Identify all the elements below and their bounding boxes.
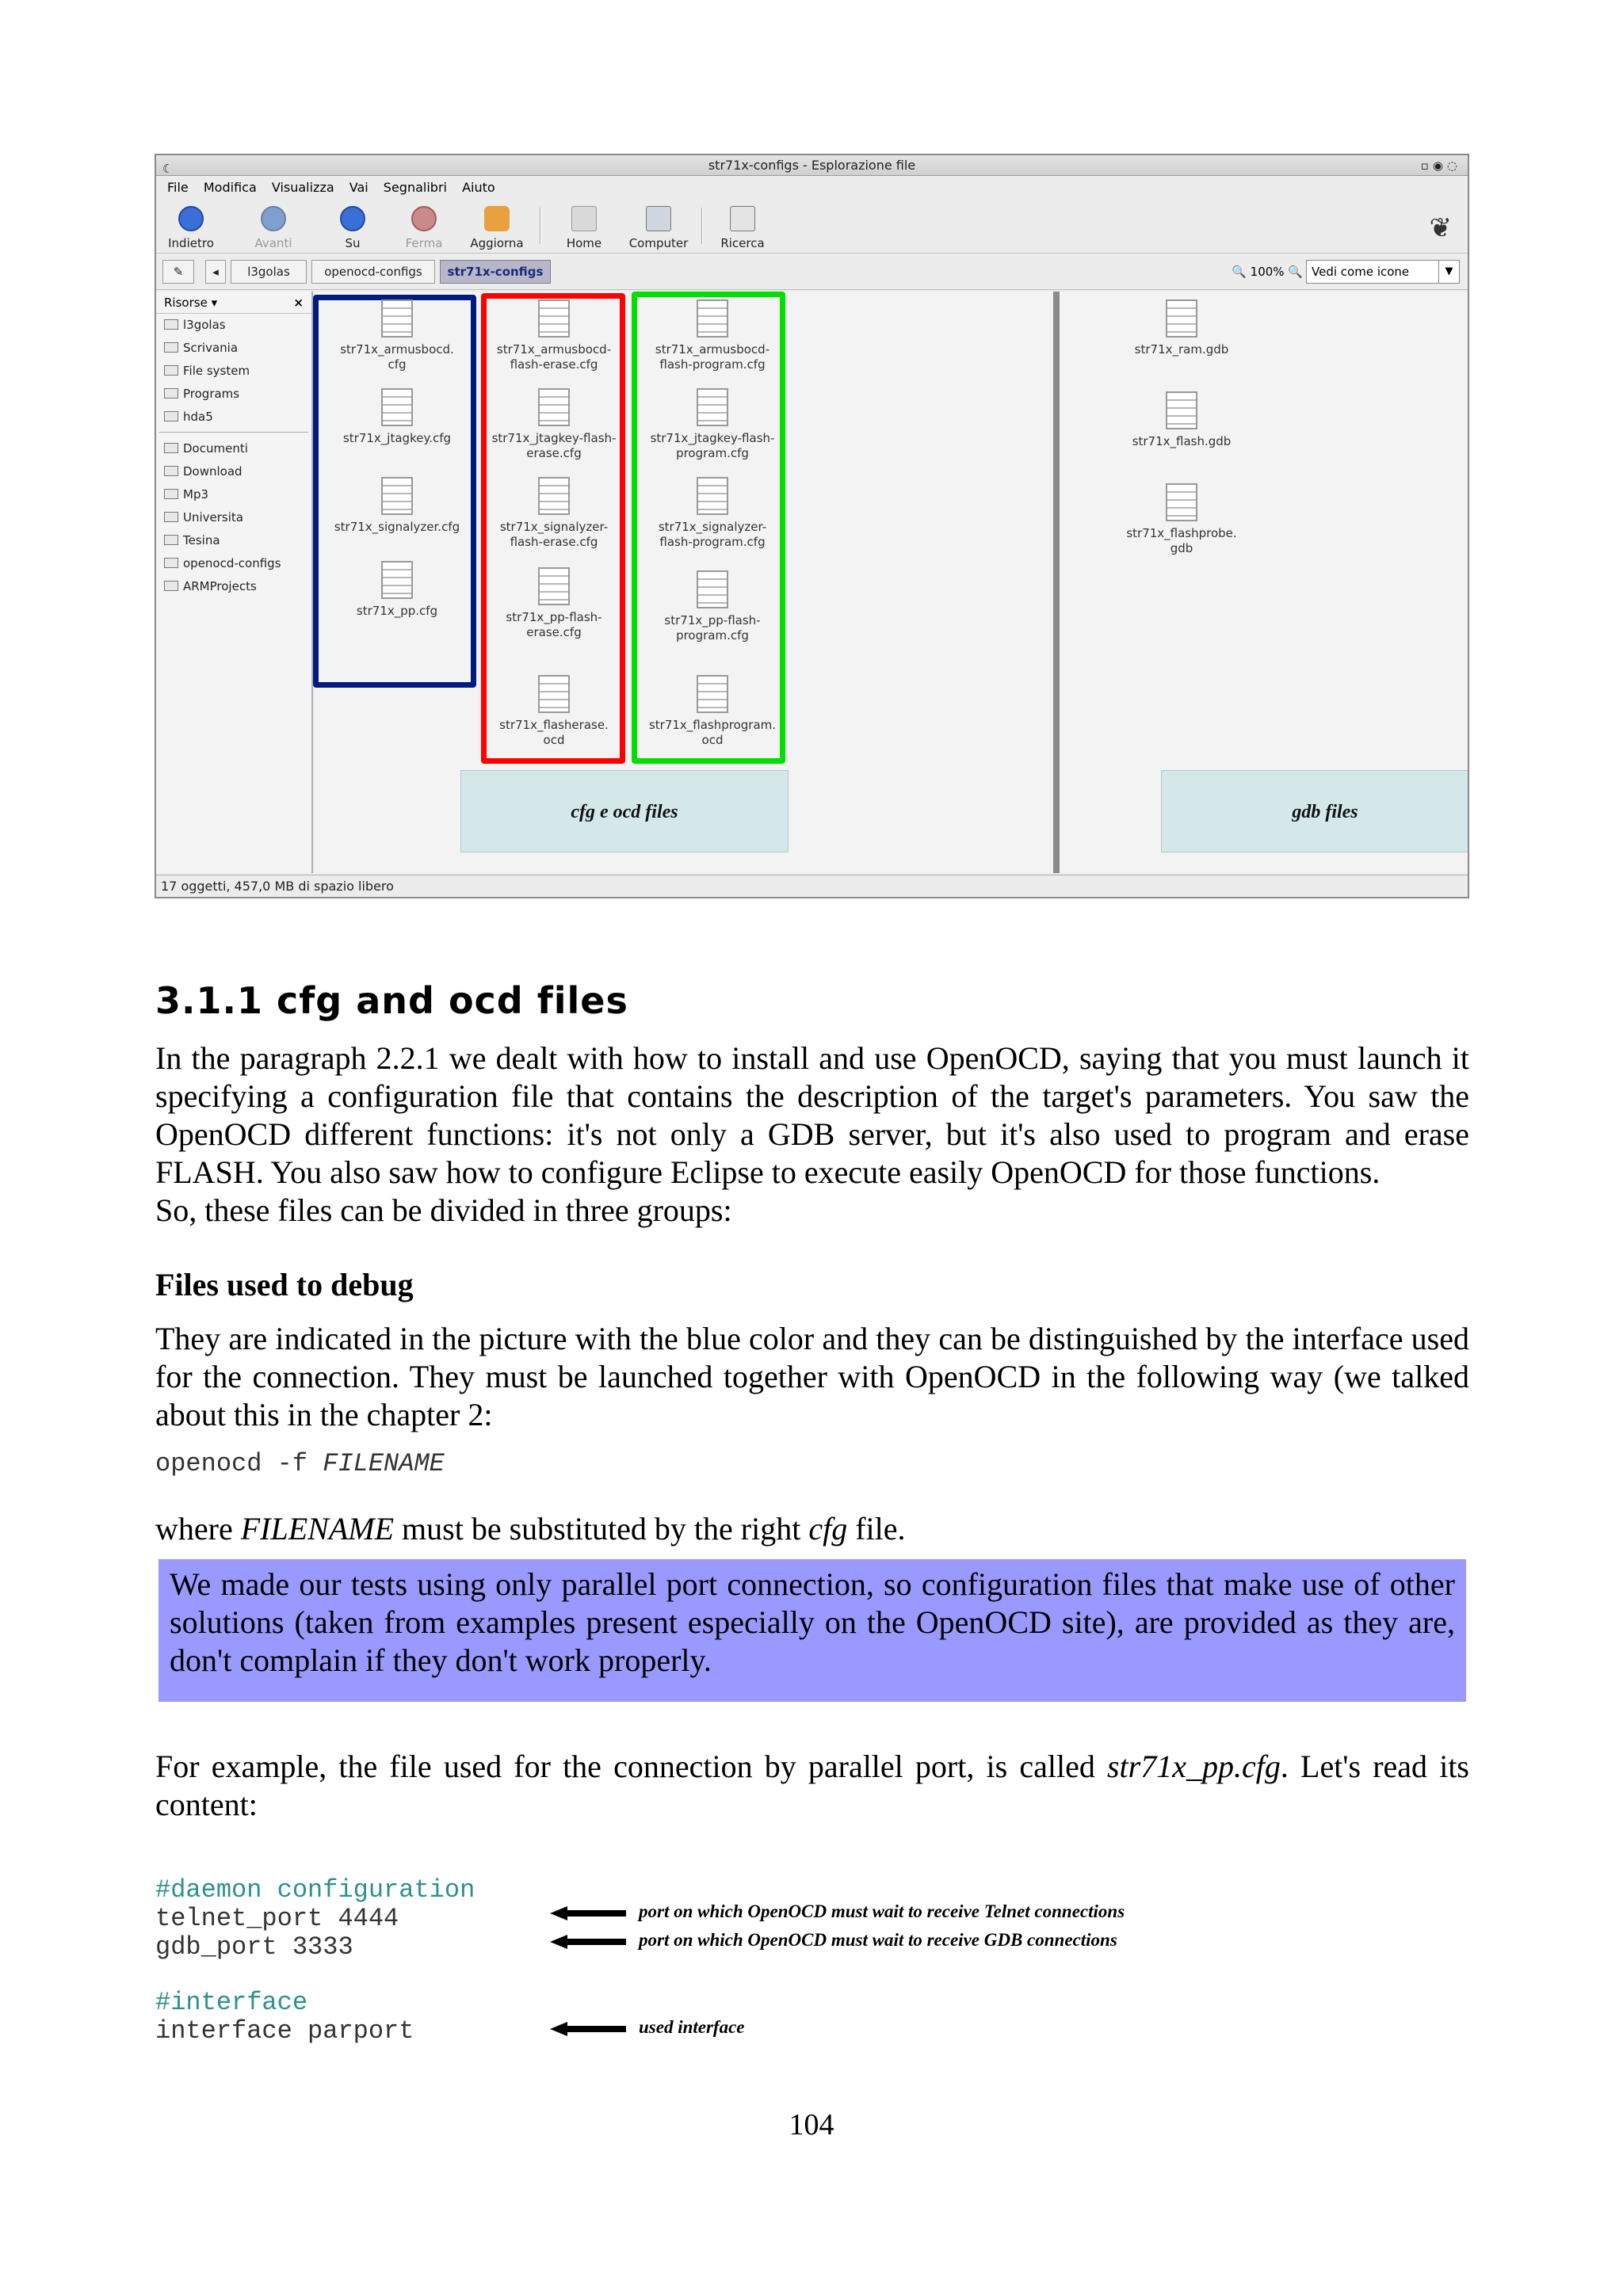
sidebar-item-label: Programs: [183, 387, 240, 401]
up-button[interactable]: Su: [321, 203, 384, 250]
folder-icon: [164, 512, 178, 522]
file-item[interactable]: [318, 388, 476, 446]
view-mode-select[interactable]: Vedi come icone ▼: [1306, 260, 1460, 284]
stop-button[interactable]: Ferma: [392, 203, 456, 250]
code-interface: interface parport: [155, 2016, 414, 2046]
file-item[interactable]: [1102, 483, 1261, 556]
window-controls[interactable]: ▫◉◌: [1420, 158, 1461, 173]
file-name: str71x_flash.gdb: [1132, 434, 1232, 448]
path-segment-l3golas[interactable]: l3golas: [231, 260, 307, 284]
sidebar-item[interactable]: [156, 460, 311, 483]
sidebar-item-label: Scrivania: [183, 341, 239, 355]
folder-icon: [164, 489, 178, 499]
file-name: str71x_pp-flash- program.cfg: [664, 613, 761, 643]
file-name: str71x_flashprogram. ocd: [648, 718, 777, 747]
chevron-down-icon: ▼: [1438, 261, 1459, 283]
folder-icon: [164, 319, 178, 330]
sidebar-item[interactable]: [156, 529, 311, 552]
file-name: str71x_pp-flash- erase.cfg: [506, 610, 602, 639]
path-segment-openocd-configs[interactable]: openocd-configs: [311, 260, 435, 284]
arrow-left-icon: [550, 2022, 626, 2036]
file-item[interactable]: [318, 299, 476, 372]
file-icon: [1166, 391, 1197, 429]
status-bar: 17 oggetti, 457,0 MB di spazio libero: [156, 875, 1468, 898]
file-name: str71x_jtagkey-flash- erase.cfg: [491, 431, 617, 460]
folder-icon: [164, 535, 178, 545]
menu-segnalibri[interactable]: Segnalibri: [383, 180, 447, 195]
menu-visualizza[interactable]: Visualizza: [271, 180, 334, 195]
file-icon: [381, 299, 413, 338]
sidebar-divider: [159, 432, 308, 434]
file-name: str71x_flashprobe. gdb: [1126, 526, 1237, 555]
section-heading: 3.1.1 cfg and ocd files: [155, 979, 628, 1022]
column-separator: [1053, 292, 1060, 873]
file-icon: [538, 299, 570, 338]
sidebar-item-label: Download: [183, 464, 242, 479]
reload-icon: [484, 206, 510, 231]
file-icon: [381, 477, 413, 515]
sidebar-item[interactable]: [156, 406, 311, 429]
sidebar-item[interactable]: [156, 506, 311, 529]
zoom-level: 100%: [1250, 265, 1285, 279]
sidebar-item[interactable]: [156, 383, 311, 406]
paragraph-debug: They are indicated in the picture with the blue color and they can be distinguished by the interface used for the connection. They must be launched together with OpenOCD in the following way (we talked about this in the chapter 2:: [155, 1321, 1469, 1432]
up-arrow-icon: [340, 206, 365, 231]
folder-icon: [164, 466, 178, 476]
sidebar-item[interactable]: [156, 483, 311, 506]
file-item[interactable]: [475, 299, 633, 372]
code-comment-daemon: #daemon configuration: [155, 1875, 475, 1905]
sidebar-item-label: l3golas: [183, 318, 226, 332]
paragraph-groups: So, these files can be divided in three groups:: [155, 1192, 732, 1228]
menu-vai[interactable]: Vai: [349, 180, 369, 195]
file-item[interactable]: [1102, 299, 1261, 357]
arrow-left-icon: [550, 1906, 626, 1920]
file-item[interactable]: [318, 477, 476, 535]
folder-icon: [164, 558, 178, 568]
file-item[interactable]: [633, 477, 792, 550]
file-manager-screenshot: [155, 154, 1469, 898]
forward-arrow-icon: [261, 206, 286, 231]
folder-icon: [164, 388, 178, 399]
sidebar: [156, 292, 313, 873]
file-name: str71x_jtagkey-flash- program.cfg: [650, 431, 775, 460]
folder-icon: [164, 443, 178, 453]
file-icon: [538, 388, 570, 426]
menu-aiuto[interactable]: Aiuto: [462, 180, 495, 195]
code-comment-interface: #interface: [155, 1988, 308, 2017]
folder-icon: [164, 365, 178, 376]
file-icon: [1166, 483, 1197, 521]
file-name: str71x_armusbocd- flash-erase.cfg: [496, 342, 612, 372]
path-back-button[interactable]: ◂: [205, 260, 226, 284]
sidebar-header[interactable]: Risorse ▾ ×: [156, 292, 311, 314]
file-item[interactable]: [475, 675, 633, 748]
paragraph-example: For example, the file used for the connection by parallel port, is called str71x_pp.cfg. Let's read its content:: [155, 1749, 1469, 1822]
file-item[interactable]: [633, 675, 792, 748]
file-name: str71x_flasherase. ocd: [499, 718, 609, 747]
path-segment-str71x-configs[interactable]: str71x-configs: [440, 260, 551, 284]
file-name: str71x_signalyzer- flash-program.cfg: [658, 520, 767, 549]
sidebar-item-label: File system: [183, 364, 250, 378]
warning-note: We made our tests using only parallel port connection, so configuration files that make use of other solutions (taken from examples present especially on the OpenOCD site), are provided as they are, don't complain if they don't work properly.: [158, 1559, 1466, 1702]
file-icon: [697, 388, 728, 426]
paragraph-where: where FILENAME must be substituted by the right cfg file.: [155, 1511, 906, 1547]
sidebar-item[interactable]: [156, 314, 311, 337]
window-title: str71x-configs - Esplorazione file: [708, 158, 916, 173]
toolbar: [156, 200, 1468, 254]
folder-icon: [164, 581, 178, 591]
edit-location-button[interactable]: ✎: [162, 260, 194, 284]
window-titlebar: [156, 155, 1468, 176]
file-icon: [538, 477, 570, 515]
search-button[interactable]: Ricerca: [711, 203, 774, 250]
file-name: str71x_signalyzer- flash-erase.cfg: [499, 520, 609, 549]
paragraph-intro: In the paragraph 2.2.1 we dealt with how to install and use OpenOCD, saying that you must launch it specifying a configuration file that contains the description of the target's parameters. You saw the OpenOCD different functions: it's not only a GDB server, but it's also used to program and erase FLASH. You also saw how to configure Eclipse to execute easily OpenOCD for those functions.: [155, 1040, 1469, 1190]
arrow-left-icon: [550, 1935, 626, 1949]
file-name: str71x_jtagkey.cfg: [342, 431, 452, 445]
file-item[interactable]: [633, 388, 792, 461]
file-icon: [697, 570, 728, 608]
sidebar-item[interactable]: [156, 437, 311, 460]
label-gdb-files: gdb files: [1161, 770, 1469, 852]
stop-icon: [411, 206, 437, 231]
sidebar-item-label: ARMProjects: [183, 579, 257, 593]
sidebar-item[interactable]: [156, 575, 311, 598]
annotation-telnet: port on which OpenOCD must wait to receive Telnet connections: [639, 1901, 1125, 1921]
file-name: str71x_pp.cfg: [356, 604, 438, 618]
file-view: [315, 292, 1468, 873]
file-item[interactable]: [475, 388, 633, 461]
computer-button[interactable]: Computer: [627, 203, 690, 250]
file-item[interactable]: [633, 570, 792, 643]
subheading-debug: Files used to debug: [155, 1267, 414, 1302]
file-icon: [381, 561, 413, 599]
file-icon: [697, 675, 728, 713]
close-icon[interactable]: ×: [293, 296, 304, 310]
page-number: 104: [789, 2108, 834, 2142]
file-icon: [697, 299, 728, 338]
file-icon: [381, 388, 413, 426]
file-item[interactable]: [1102, 391, 1261, 449]
forward-button[interactable]: Avanti: [242, 203, 305, 250]
location-bar: [156, 255, 1468, 290]
command-line: openocd -f FILENAME: [155, 1449, 445, 1478]
file-name: str71x_signalyzer.cfg: [334, 520, 460, 534]
search-icon: [730, 206, 755, 231]
sidebar-item-label: openocd-configs: [183, 556, 281, 570]
zoom-control[interactable]: 🔍 100% 🔍: [1232, 265, 1303, 279]
code-gdb-port: gdb_port 3333: [155, 1932, 353, 1962]
folder-icon: [164, 342, 178, 353]
file-item[interactable]: [475, 477, 633, 550]
file-item[interactable]: [318, 561, 476, 619]
home-button[interactable]: Home: [552, 203, 616, 250]
sidebar-item-label: Mp3: [183, 487, 209, 502]
computer-icon: [646, 206, 671, 231]
back-arrow-icon: [178, 206, 204, 231]
file-icon: [697, 477, 728, 515]
folder-icon: [164, 411, 178, 421]
annotation-interface: used interface: [639, 2017, 745, 2037]
back-button[interactable]: Indietro: [159, 203, 223, 250]
file-item[interactable]: [475, 567, 633, 640]
file-item[interactable]: [633, 299, 792, 372]
file-name: str71x_ram.gdb: [1134, 342, 1229, 357]
file-icon: [1166, 299, 1197, 338]
toolbar-separator: [701, 208, 703, 244]
file-icon: [538, 675, 570, 713]
home-icon: [571, 206, 597, 231]
file-name: str71x_armusbocd. cfg: [340, 342, 454, 372]
sidebar-item[interactable]: [156, 552, 311, 575]
annotation-gdb: port on which OpenOCD must wait to receive GDB connections: [639, 1930, 1117, 1950]
sidebar-item-label: Universita: [183, 510, 243, 524]
menu-file[interactable]: File: [167, 180, 189, 195]
gnome-foot-icon: ❦: [1429, 212, 1452, 244]
sidebar-item[interactable]: [156, 360, 311, 383]
window-menu-icon[interactable]: ☾: [162, 162, 174, 176]
menu-modifica[interactable]: Modifica: [203, 180, 257, 195]
sidebar-item-label: Documenti: [183, 441, 248, 456]
menu-bar: [156, 177, 1468, 199]
label-cfg-ocd-files: cfg e ocd files: [460, 770, 789, 852]
sidebar-item-label: hda5: [183, 410, 213, 424]
file-name: str71x_armusbocd- flash-program.cfg: [655, 342, 770, 372]
code-telnet-port: telnet_port 4444: [155, 1904, 399, 1933]
reload-button[interactable]: Aggiorna: [465, 203, 529, 250]
sidebar-item[interactable]: [156, 337, 311, 360]
sidebar-item-label: Tesina: [183, 533, 220, 547]
file-icon: [538, 567, 570, 605]
toolbar-separator: [540, 208, 541, 244]
